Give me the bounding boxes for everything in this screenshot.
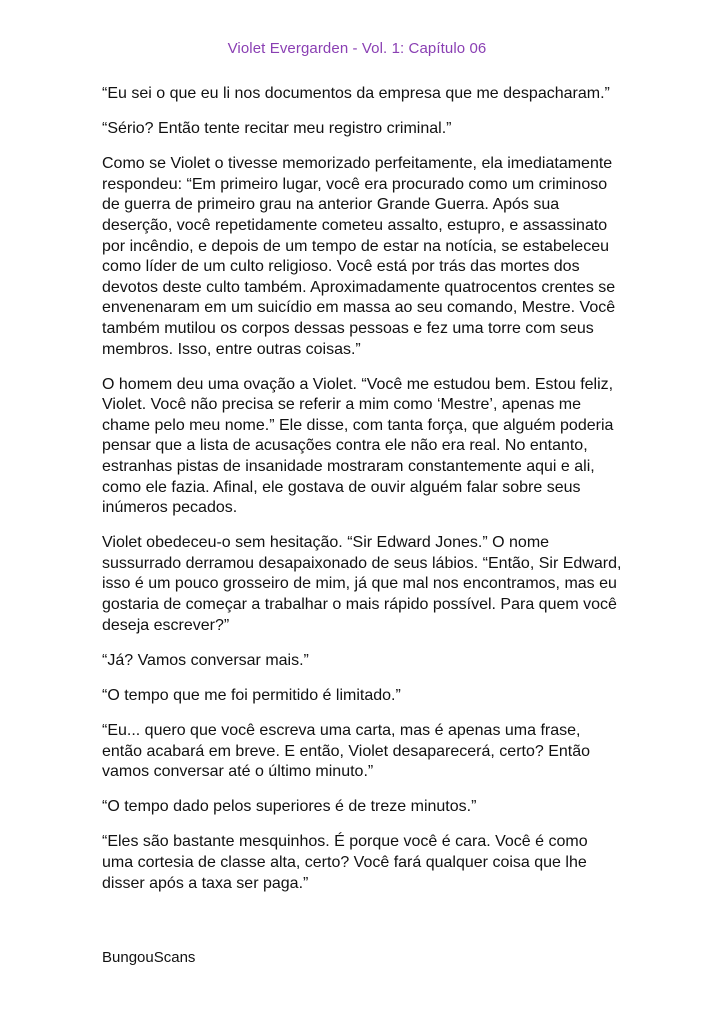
paragraph-1: “Eu sei o que eu li nos documentos da empresa que me despacharam.” <box>102 85 610 102</box>
paragraph-9: “O tempo dado pelos superiores é de treze minutos.” <box>102 798 477 816</box>
paragraph-3: Como se Violet o tivesse memorizado perfeitamente, ela imediatamente respondeu: “Em primeiro lugar, você era procurado como um criminoso de guerra de primeiro grau na anterior Grande Guerra. Após sua deserção, você repetidamente cometeu assalto, estupro, e assassinato por incêndio, e depois de um tempo de estar na notícia, se estabeleceu como líder de um culto religioso. Você está por trás das mortes dos devotos deste culto também. Aproximadamente quatrocentos crentes se envenenaram em um suicídio em massa ao seu comando, Mestre. Você também mutilou os corpos dessas pessoas e fez uma torre com seus membros. Isso, entre outras coisas.” <box>102 155 616 358</box>
paragraph-2: “Sério? Então tente recitar meu registro criminal.” <box>102 120 452 138</box>
paragraph-6: “Já? Vamos conversar mais.” <box>102 651 309 669</box>
paragraph-4: O homem deu uma ovação a Violet. “Você me estudou bem. Estou feliz, Violet. Você não precisa se referir a mim como ‘Mestre’, apenas me chame pelo meu nome.” Ele disse, com tanta força, que alguém poderia pensar que a lista de acusações contra ele não era real. No entanto, estranhas pistas de insanidade mostraram constantemente aqui e ali, como ele fazia. Afinal, ele gostava de ouvir alguém falar sobre seus inúmeros pecados. <box>102 375 614 517</box>
paragraph-7: “O tempo que me foi permitido é limitado.” <box>102 686 401 704</box>
page-body <box>102 84 622 909</box>
paragraph-10: “Eles são bastante mesquinhos. É porque você é cara. Você é como uma cortesia de classe alta, certo? Você fará qualquer coisa que lhe disser após a taxa ser paga.” <box>102 833 588 892</box>
paragraph-5: Violet obedeceu-o sem hesitação. “Sir Edward Jones.” O nome sussurrado derramou desapaixonado de seus lábios. “Então, Sir Edward, isso é um pouco grosseiro de mim, já que mal nos encontramos, mas eu gostaria de começar a trabalhar o mais rápido possível. Para quem você deseja escrever?” <box>102 534 622 634</box>
footer-credit: BungouScans <box>102 949 196 966</box>
page-header-title: Violet Evergarden - Vol. 1: Capítulo 06 <box>227 40 487 57</box>
paragraph-8: “Eu... quero que você escreva uma carta, mas é apenas uma frase, então acabará em breve. E então, Violet desaparecerá, certo? Então vamos conversar até o último minuto.” <box>102 721 591 781</box>
